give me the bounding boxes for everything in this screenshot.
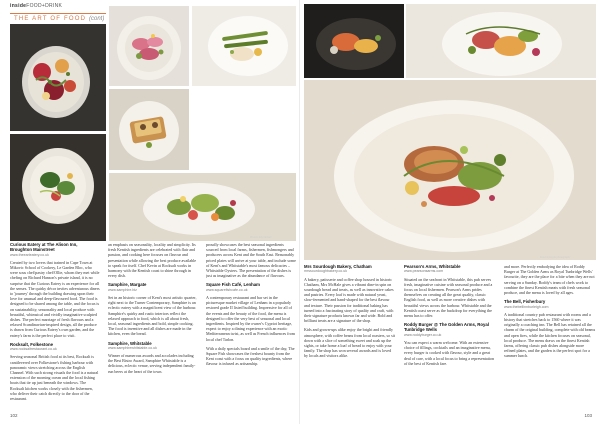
left-col-3: [206, 242, 296, 404]
photo-plated-main-dish: [304, 80, 596, 260]
right-col-1: [304, 264, 396, 404]
venue-url[interactable]: mrssourdoughbakery.co.uk: [304, 269, 348, 274]
article-square-fish-cont: [206, 346, 296, 367]
venue-name: Samphire, Whitstable: [108, 340, 152, 346]
venue-url[interactable]: www.pearsonsarms.com: [404, 269, 444, 274]
photo-asparagus-dish: [192, 6, 296, 86]
venue-url[interactable]: www.samphirewhitstable.co.uk: [108, 345, 157, 350]
venue-url[interactable]: www.rocksaltrestaurant.co.uk: [10, 347, 57, 352]
article-text: Situated on the seafront in Whitstable, this pub serves fresh, imaginative cuisine with seasonal produce and a focus on local fishermen. Pearson's Arms prides themselves on creating all the great quality, classic English food, as well as more creative dishes with beautiful views across the harbour. Whitstable and the Kentish coast serve as the backdrop for everything the menu has to offer.: [404, 276, 493, 318]
left-col-1: [10, 242, 100, 404]
article-text: Serving seasonal British food at its best, Rocksalt is cantilevered over Folkestone's fishing harbour with panoramic views stretching across the English Channel. With such strong visuals the food is a natural extension of the morning ocean and the local fishing boats that tie up just beneath the windows. The Rocksalt kitchen works closely with the fishermen, who deliver their catch directly to the door of the restaurant.: [10, 354, 99, 401]
right-col-2: [404, 264, 496, 404]
photo-pink-slices-plate: [109, 6, 189, 86]
venue-name: Pearson's Arms, Whitstable: [404, 264, 461, 269]
photo-colorful-plate: [406, 4, 596, 78]
photo-greens-dark-plate: [10, 134, 106, 241]
article-text: A bakery, patisserie and coffee shop housed in historic Chatham, Mrs McHale gives a vibrant dine-in spin on sourdough bread and treats, as well as innovative cakes and pastries. Every loaf is made with natural yeast, slow-fermented and hand-shaped for the best flavour and texture. Their passion for traditional baking has turned into a fascinating story of quality and craft, with their signature products known far and wide. Bold and brilliant treats are a signature of the shop.: [304, 276, 394, 324]
venue-name-2: Broughton Mainstreet: [10, 247, 55, 253]
article-samphire-whitstable: [108, 341, 198, 374]
article-text: With a daily specials board and a smile of the day, The Square Fish showcases the freshest bounty from the Kent coast with a focus on quality ingredients, where flavour is infused as artisanship.: [206, 345, 295, 367]
article-rocksalt-cont: [108, 242, 198, 278]
section-name: FOOD+DRINK: [26, 3, 63, 9]
article-rocksalt: [10, 342, 100, 401]
article-curious-eatery: [10, 242, 100, 338]
magazine-brand: inside: [10, 3, 27, 9]
article-square-fish: [206, 282, 296, 341]
article-text: an emphasis on seasonality, locality and simplicity. Its fresh Kentish ingredients are celebrated with flair and passion, and cooking here focuses on flavour and presentation while allowing the best produce available to speak for itself. Chef Kevin at Rocksalt works in harmony with the Kentish coast to shine through in every dish.: [108, 242, 197, 279]
photo-seafood-dark: [304, 4, 404, 78]
page-number-left: 102: [10, 413, 18, 418]
article-pearsons-arms: [404, 264, 496, 318]
running-head: [10, 3, 62, 9]
article-text: Created by two lovers that trained in Cape Town at Mikovic School of Cookery, Le Garden Bloc, who were sous chef/pastry chef/Ollie, whom they met while chefing on Richard Hanson's private island, it is no surprise that the Curious Eatery is an experience for all the senses. The quirky décor invites adventurous diners to 'journey' through the building drawing upon their love for unusual and deep-flavoured food. The food is designed to be shared among the table, and the focus is on sustainability, seasonality and local produce with beautiful, whimsical and vividly imaginative sculpted dishes. The perfect marriage of fresh flavours and a relaxed Scandinavian-inspired design, all the produce is drawn from Curious Eatery's own garden, and the eatery's farm is the perfect place to visit.: [10, 259, 100, 338]
venue-url[interactable]: www.theearleatery.co.uk: [10, 252, 49, 257]
article-text: and more. Perfectly embodying the idea of Roddy Burger at The Golden Arms as Royal Tunbridge Wells' favourite, they are the place for a bite when they are not serving on a Sunday. Roddy's team of chefs work to combine the finest Kentish meats with fresh seasonal produce, and the menu is loved by all ages.: [504, 264, 595, 296]
photo-toast-plate: [109, 89, 189, 170]
venue-name: Mrs Sourdough Bakery, Chatham: [304, 264, 372, 269]
article-text: You can expect a warm welcome. With an extensive choice of fillings, cocktails and an imaginative menu, every burger is cooked with flavour, style and a great deal of care, with a local focus to bring a representation of the best of Kentish fare.: [404, 339, 495, 366]
venue-name: Rocksalt, Folkestone: [10, 341, 53, 347]
article-roddy-burger-cont: [504, 264, 596, 295]
right-col-3: [504, 264, 596, 404]
page-title: [14, 16, 104, 22]
photo-credit-left: Photos: Lily Norvell: [250, 236, 272, 239]
article-samphire-cont: [206, 242, 296, 278]
article-samphire-margate: [108, 282, 198, 336]
article-text: A contemporary restaurant and bar set in the picturesque market village of Lenham in a popularly restored grade II listed building. Impressive for all of the events and the beauty of the food, the menu is designed to offer the very best of seasonal and local ingredients. Inspired by the owner's Cypriot heritage, expect to enjoy a dining experience with an exotic Mediterranean twist, as well as French influences from local chef Tarlon.: [206, 294, 296, 342]
left-col-2: [108, 242, 198, 404]
title-suffix: (cont): [89, 16, 105, 22]
article-text: proudly showcases the best seasonal ingredients sourced from local farms, fishermen, fishmongers and producers across Kent and the South East. Reasonably priced plates will arrive at your table, and include some of Kent's and Whitstable's most famous delicacies – Whitstable Oysters. The presentation of the dishes is just as imaginative as the abundance of flavours.: [206, 242, 296, 279]
venue-url[interactable]: www.thebellinnburleigh.com: [504, 304, 549, 309]
article-text: Set in an historic corner of Kent's most artistic quarter, right next to the Turner Contemporary, Samphire is an eclectic eatery with a magnificent view of the harbour. Samphire's quirky and rustic interiors reflect the relaxed approach to food, which is all about fresh, local, seasonal ingredients and bold, simple cooking. The food is inventive and all dishes are made in the kitchen, even the bread.: [108, 294, 197, 337]
article-roddy-burger: [404, 322, 496, 366]
article-text: Winner of numerous awards and accolades including the Best Bistro Award, Samphire Whitstable is a delicious, eclectic venue, serving independent family-run beers at the heart of the town.: [108, 353, 196, 374]
venue-name: The Bell, Fisherbury: [504, 299, 546, 305]
page-gutter: [299, 0, 300, 424]
venue-name: Square Fish Café, Lenham: [206, 282, 260, 288]
photo-credit-right: Food styling & photography: [540, 256, 571, 259]
section-rule: [10, 13, 106, 14]
venue-url[interactable]: www.roddyburger.co.uk: [404, 332, 442, 337]
photo-salad-board: [109, 173, 296, 241]
venue-url[interactable]: www.samphire.biz: [108, 287, 137, 292]
venue-name: Curious Eatery at The Alison Inn,: [10, 242, 78, 247]
photo-beetroot-dish: [10, 24, 106, 131]
venue-name: Samphire, Margate: [108, 282, 147, 288]
venue-name: Roddy Burger @ The Golden Arms, Royal Tunbridge Wells: [404, 322, 489, 333]
article-mrs-sourdough: [304, 264, 396, 323]
article-the-bell: [504, 299, 596, 358]
article-text: A traditional country pub restaurant with rooms and a history that stretches back to 1560 where it was originally a coaching inn. The Bell has retained all the charm of the original building, complete with old beams and open fires, while the kitchen focuses on seasonal, local produce. The menu draws on the finest Kentish farms, offering classic pub dishes alongside more refined plates, and the garden is the perfect spot for a summer lunch.: [504, 311, 596, 359]
article-text: Kids and grown-ups alike enjoy the bright and friendly atmosphere, with coffee beans from local roasters, so sit down with a slice of something sweet and soak up the sights, or take home a loaf of bread to enjoy with your family. The shop has won several awards and is loved by locals and visitors alike.: [304, 327, 395, 359]
page-number-right: 103: [584, 413, 592, 418]
article-mrs-sourdough-cont: [304, 327, 396, 358]
venue-url[interactable]: www.squarefishcafe.co.uk: [206, 287, 248, 292]
title-text: THE ART OF FOOD: [14, 16, 87, 22]
